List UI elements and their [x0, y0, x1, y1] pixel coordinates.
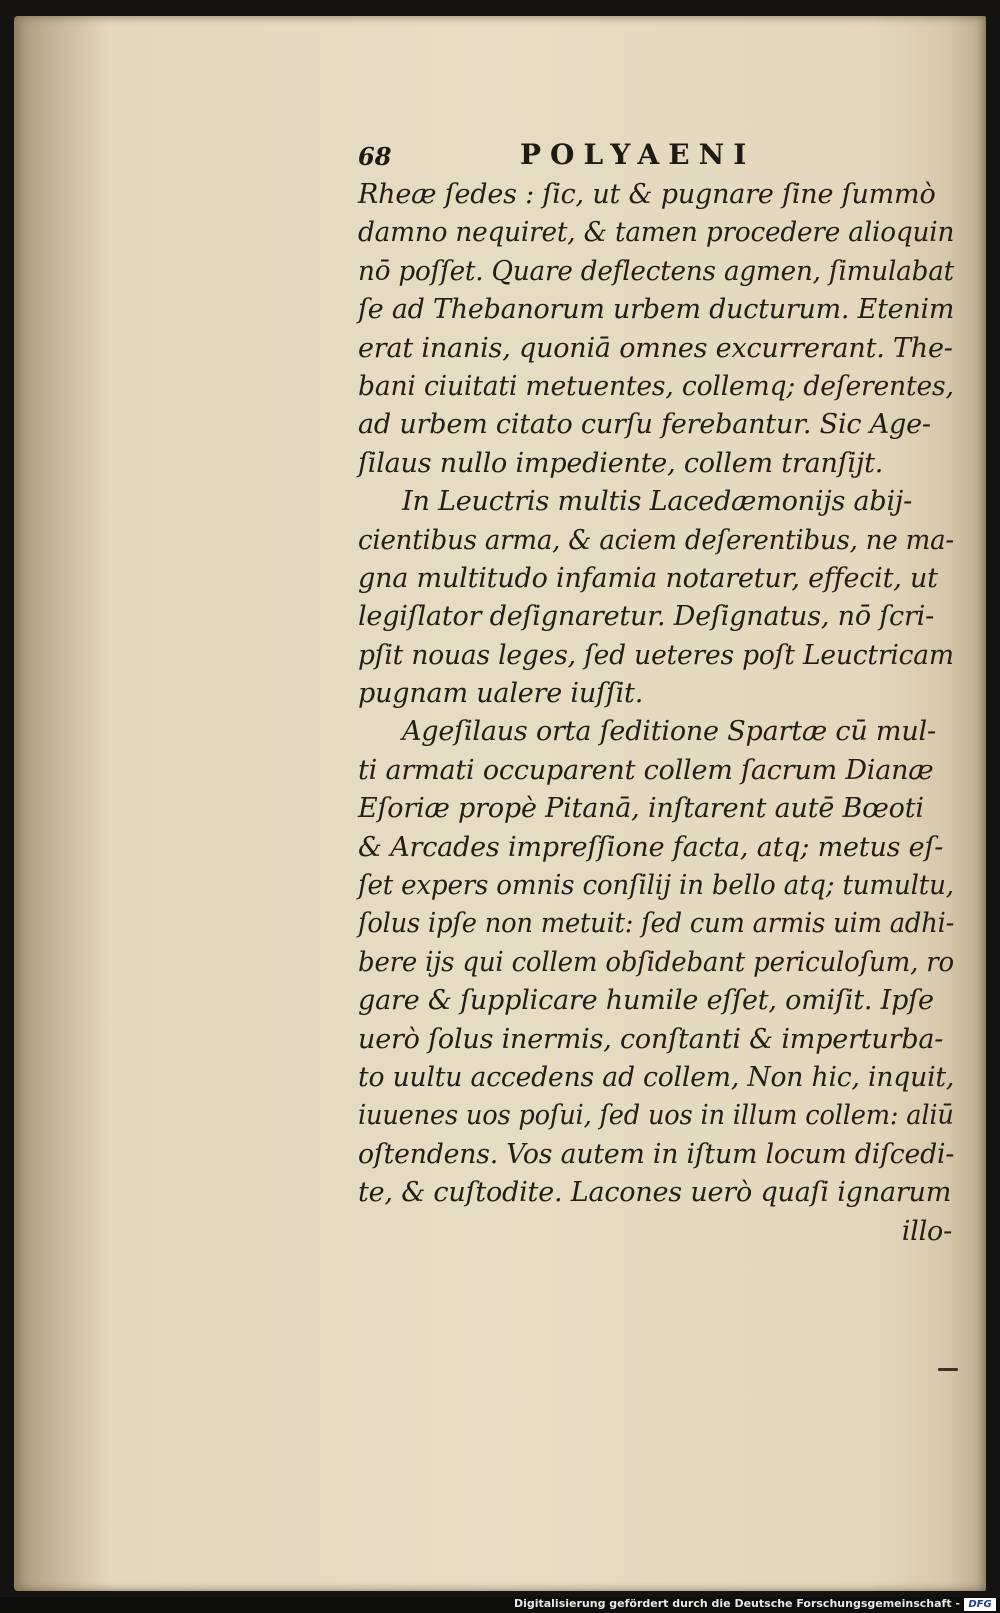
text-line: gare & ſupplicare humile eſſet, omiſit. Ipſe — [358, 985, 934, 1017]
text-line: cientibus arma, & aciem deſerentibus, ne ma- — [358, 524, 954, 556]
text-line: te, & cuſtodite. Lacones uerò quaſi ignarum — [358, 1177, 952, 1209]
text-line: ti armati occuparent collem ſacrum Dianæ — [358, 754, 934, 786]
text-line: ſilaus nullo impediente, collem tranſijt. — [358, 447, 884, 479]
text-line: legiſlator deſignaretur. Deſignatus, nō ſcri- — [358, 601, 935, 633]
text-line: nō poſſet. Quare deflectens agmen, ſimulabat — [358, 255, 954, 287]
text-line: oſtendens. Vos autem in iſtum locum diſcedi- — [358, 1138, 955, 1170]
text-line: erat inanis, quoniā omnes excurrerant. The- — [358, 332, 953, 364]
text-line: ſe ad Thebanorum urbem ducturum. Etenim — [358, 294, 955, 326]
text-line: damno nequiret, & tamen procedere alioquin — [358, 217, 955, 249]
text-line: bani ciuitati metuentes, collemq; deſerentes, — [358, 370, 954, 402]
digitization-credit: Digitalisierung gefördert durch die Deutsche Forschungsgemeinschaft - — [513, 1597, 960, 1610]
text-line: pugnam ualere iuſſit. — [358, 678, 644, 710]
text-line: Ageſilaus orta ſeditione Spartæ cū mul- — [402, 716, 936, 748]
text-line: bere ijs qui collem obſidebant periculoſum, ro — [358, 946, 954, 978]
page-number: 68 — [358, 142, 392, 171]
running-title: POLYAENI — [520, 138, 756, 171]
text-line: to uultu accedens ad collem, Non hic, inquit, — [358, 1061, 955, 1093]
text-line: iuuenes uos poſui, ſed uos in illum collem: aliū — [358, 1100, 954, 1132]
margin-mark — [938, 1368, 958, 1371]
text-line: ſolus ipſe non metuit: ſed cum armis uim adhi- — [358, 908, 955, 940]
text-line: & Arcades impreſſione facta, atq; metus eſ- — [358, 831, 944, 863]
text-line: gna multitudo infamia notaretur, effecit, ut — [358, 562, 938, 594]
catchword: illo- — [901, 1215, 952, 1247]
text-line: pſit nouas leges, ſed ueteres poſt Leuctricam — [358, 639, 954, 671]
text-line: Eſoriæ propè Pitanā, inſtarent autē Bœoti — [358, 793, 924, 825]
text-line: Rheæ ſedes : ſic, ut & pugnare ſine ſummò — [358, 179, 936, 210]
text-line: uerò ſolus inermis, conſtanti & imperturba- — [358, 1023, 944, 1055]
text-line: ad urbem citato curſu ferebantur. Sic Age- — [358, 409, 931, 441]
body-text — [358, 176, 958, 1251]
page-header — [358, 136, 958, 176]
dfg-logo: DFG — [964, 1598, 996, 1611]
text-line: ſet expers omnis conſilij in bello atq; tumultu, — [358, 870, 954, 902]
text-line: In Leuctris multis Lacedæmonijs abij- — [402, 486, 913, 518]
